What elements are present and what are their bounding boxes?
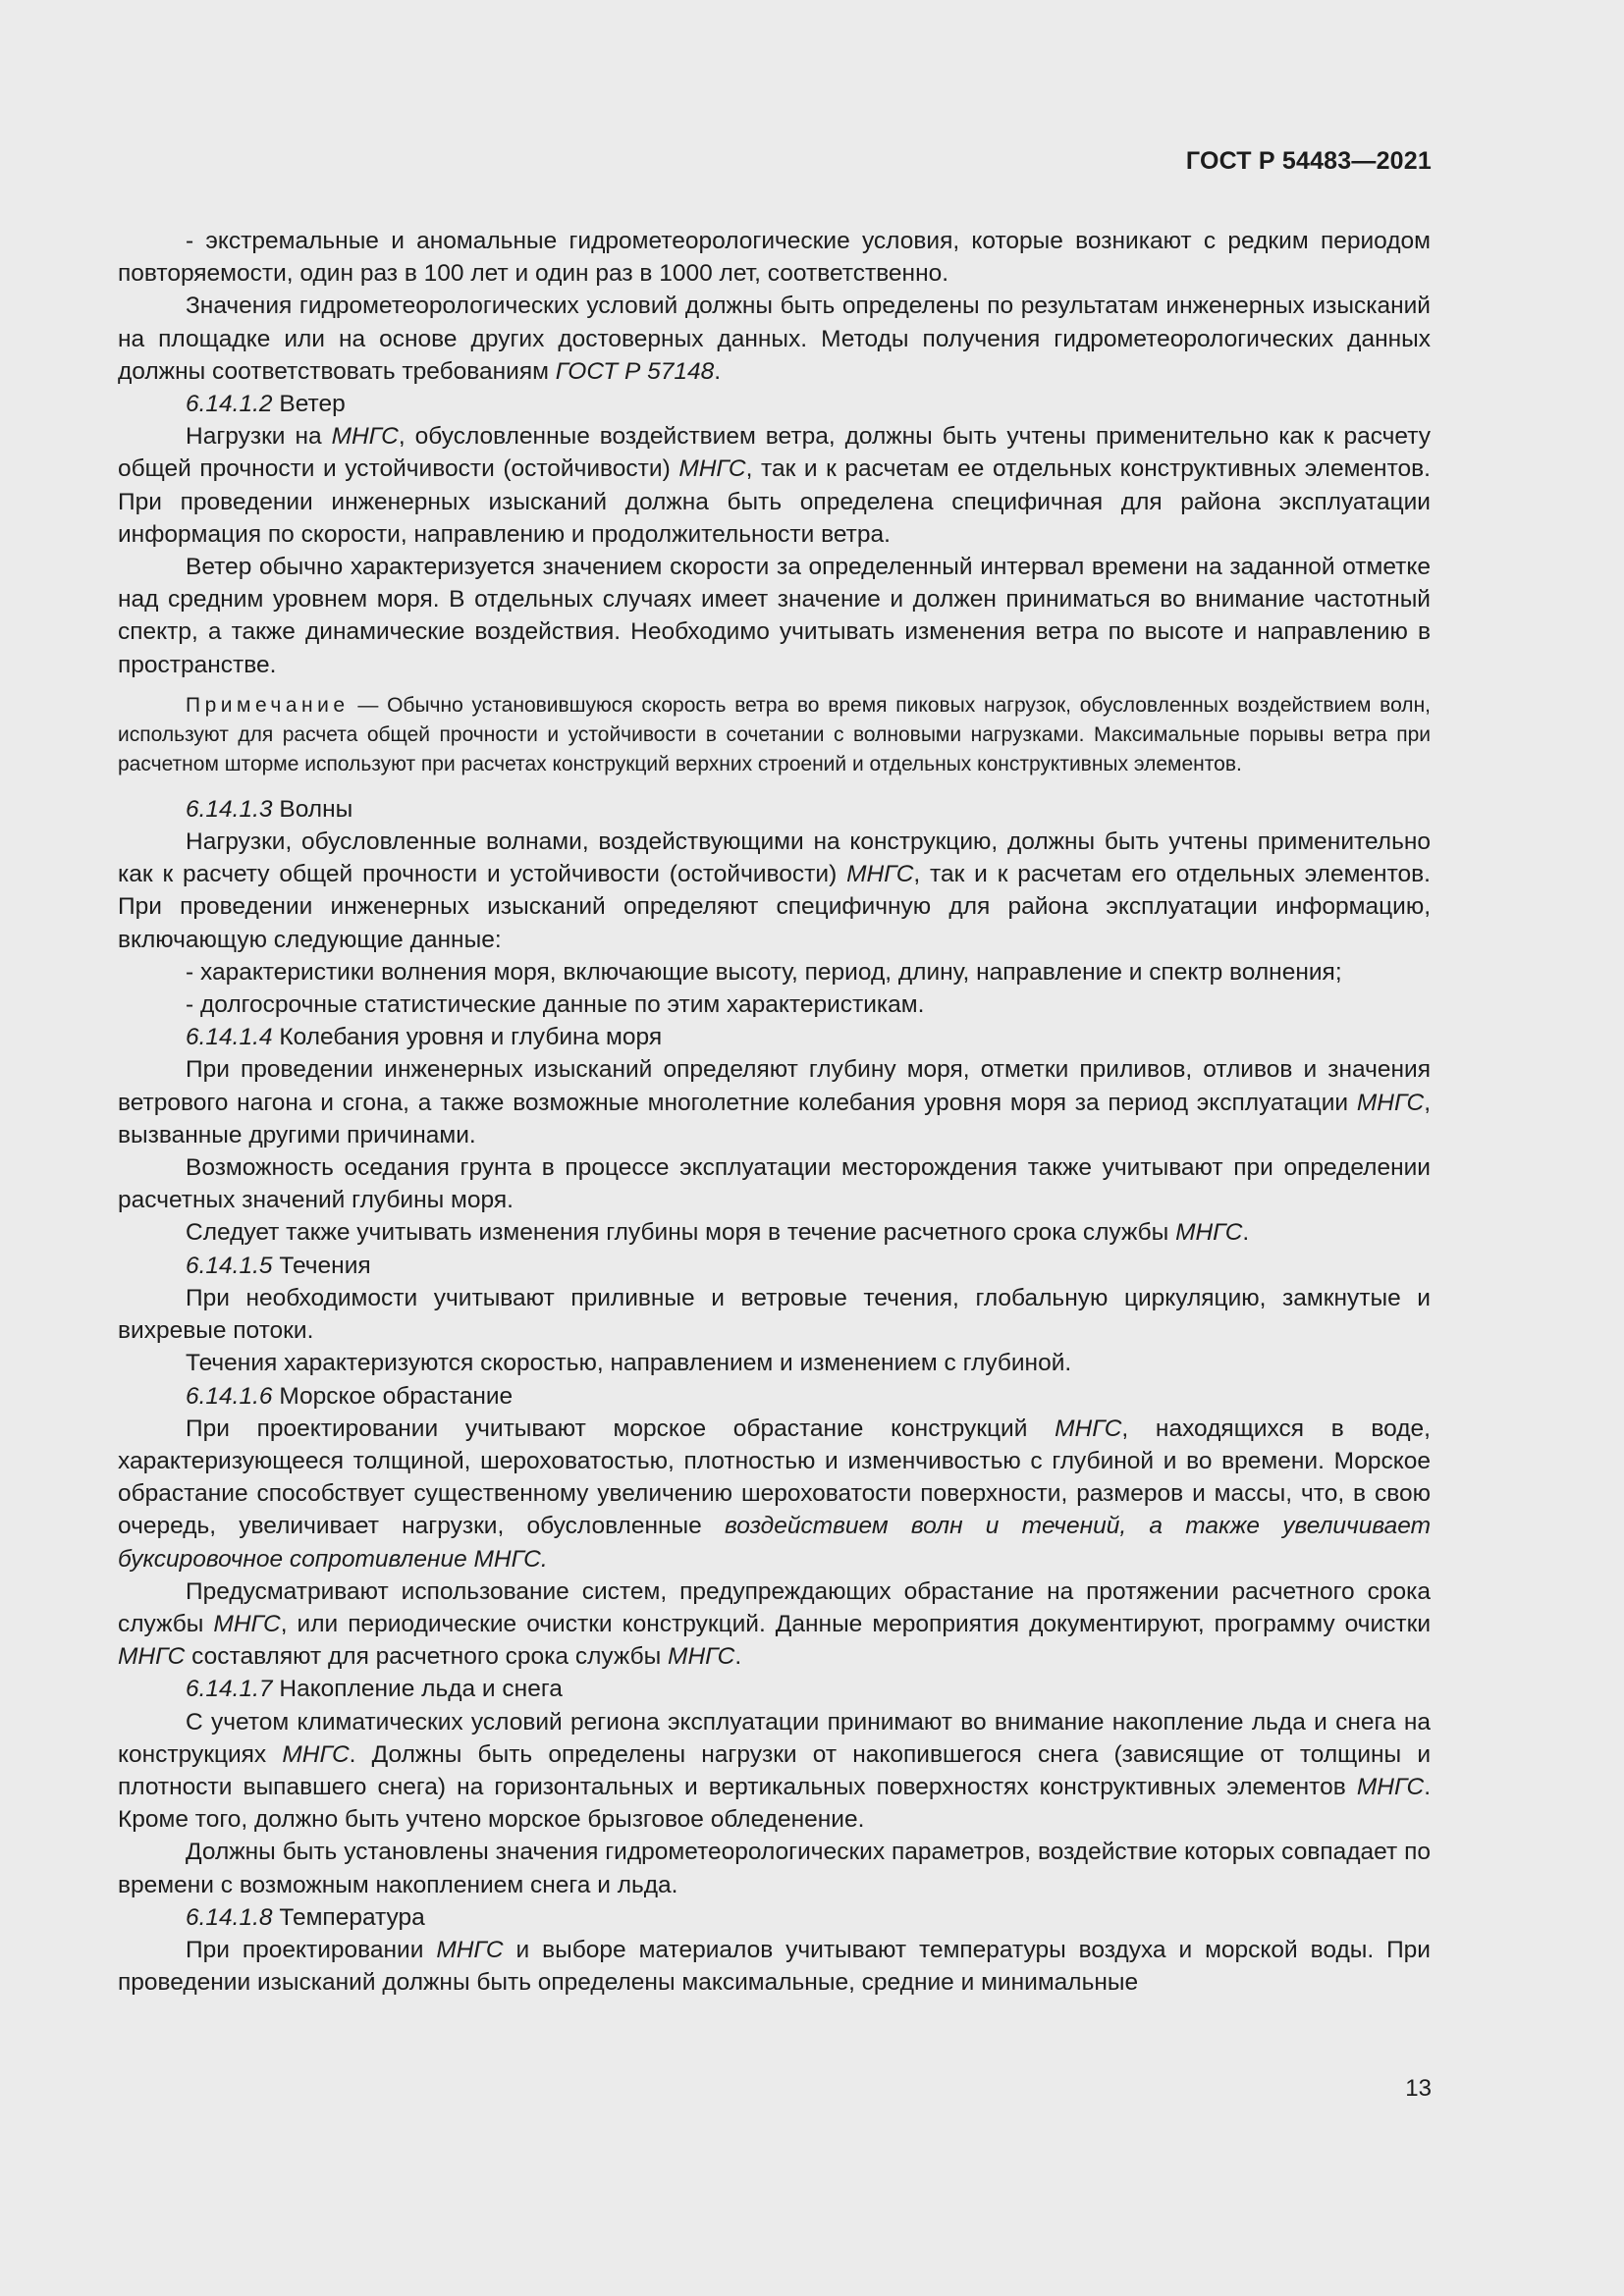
section-title: Накопление льда и снега — [272, 1676, 563, 1703]
term: МНГС — [118, 1643, 186, 1671]
text: Нагрузки на — [186, 423, 332, 451]
text: . — [734, 1643, 742, 1671]
text: , так и к расчетам его отдельных элементов. При проведении инженерных изысканий определяют специфичную для района эксплуатации информацию, включающую следующие данные: — [118, 861, 1431, 953]
paragraph — [118, 1934, 1431, 1999]
text: - экстремальные и аномальные гидрометеорологические условия, которые возникают с редким периодом повторяемости, один раз в 100 лет и один раз в 1000 лет, соответственно. — [118, 228, 1431, 288]
section-title: Ветер — [272, 391, 346, 418]
text: Возможность оседания грунта в процессе эксплуатации месторождения также учитывают при определении расчетных значений глубины моря. — [118, 1154, 1431, 1214]
section-heading — [118, 1380, 1431, 1413]
text: При проектировании — [186, 1936, 437, 1963]
paragraph — [118, 1575, 1431, 1674]
paragraph — [118, 1347, 1431, 1379]
list-item — [118, 988, 1431, 1021]
section-heading — [118, 1250, 1431, 1282]
section-title: Температура — [272, 1903, 425, 1931]
paragraph — [118, 1706, 1431, 1837]
section-heading — [118, 793, 1431, 826]
paragraph — [118, 1216, 1431, 1249]
standard-reference: ГОСТ Р 57148 — [555, 357, 715, 385]
section-heading — [118, 1901, 1431, 1934]
paragraph — [118, 551, 1431, 681]
italic-text: воздействием волн и течений, а также увеличивает буксировочное сопротивление МНГС. — [118, 1513, 1431, 1573]
section-heading — [118, 388, 1431, 420]
text: , находящихся в воде, характеризующееся толщиной, шероховатостью, плотностью и изменчивостью с глубиной и во времени. Морское обрастание способствует существенному увеличению шероховатости поверхности, размеров и массы, что, в свою очередь, увеличивает нагрузки, обусловленные — [118, 1415, 1431, 1540]
term: МНГС — [1175, 1219, 1243, 1247]
section-heading — [118, 1673, 1431, 1705]
text: Нагрузки, обусловленные волнами, воздействующими на конструкцию, должны быть учтены применительно как к расчету общей прочности и устойчивости (остойчивости) — [118, 828, 1431, 888]
term: МНГС — [668, 1643, 735, 1671]
section-number: 6.14.1.4 — [186, 1024, 273, 1051]
text: Значения гидрометеорологических условий должны быть определены по результатам инженерных изысканий на площадке или на основе других достоверных данных. Методы получения гидрометеорологических данных должны соответствовать требованиям — [118, 293, 1431, 385]
section-title: Волны — [272, 795, 353, 823]
section-heading — [118, 1021, 1431, 1053]
text: Предусматривают использование систем, предупреждающих обрастание на протяжении расчетного срока службы — [118, 1577, 1431, 1637]
text: , вызванные другими причинами. — [118, 1089, 1431, 1148]
text: , или периодические очистки конструкций. Данные мероприятия документируют, программу очистки — [280, 1610, 1432, 1637]
section-number: 6.14.1.6 — [186, 1382, 273, 1410]
text: . — [714, 357, 722, 385]
text: Ветер обычно характеризуется значением скорости за определенный интервал времени на заданной отметке над средним уровнем моря. В отдельных случаях имеет значение и должен приниматься во внимание частотный спектр, а также динамические воздействия. Необходимо учитывать изменения ветра по высоте и направлению в пространстве. — [118, 554, 1431, 678]
list-item — [118, 956, 1431, 988]
term: МНГС — [1356, 1773, 1425, 1800]
paragraph — [118, 826, 1431, 956]
paragraph — [118, 1836, 1431, 1900]
text: Следует также учитывать изменения глубины моря в течение расчетного срока службы — [186, 1219, 1176, 1247]
text: Течения характеризуются скоростью, направлением и изменением с глубиной. — [186, 1350, 1072, 1377]
text: и выборе материалов учитывают температуры воздуха и морской воды. При проведении изысканий должны быть определены максимальные, средние и минимальные — [118, 1936, 1431, 1997]
text: При необходимости учитывают приливные и ветровые течения, глобальную циркуляцию, замкнутые и вихревые потоки. — [118, 1284, 1431, 1345]
paragraph — [118, 420, 1431, 551]
note-label: Примечание — [186, 693, 350, 717]
term: МНГС — [213, 1610, 281, 1637]
term: МНГС — [282, 1740, 350, 1768]
text: . Кроме того, должно быть учтено морское брызговое обледенение. — [118, 1773, 1431, 1834]
text: С учетом климатических условий региона эксплуатации принимают во внимание накопление льда и снега на конструкциях — [118, 1708, 1431, 1768]
term: МНГС — [846, 861, 914, 888]
document-body — [118, 225, 1431, 1999]
paragraph — [118, 1053, 1431, 1151]
section-number: 6.14.1.5 — [186, 1252, 273, 1279]
text: . Должны быть определены нагрузки от накопившегося снега (зависящие от толщины и плотности выпавшего снега) на горизонтальных и вертикальных поверхностях конструктивных элементов — [118, 1740, 1432, 1800]
section-number: 6.14.1.8 — [186, 1903, 273, 1931]
term: МНГС — [1055, 1415, 1122, 1442]
paragraph — [118, 290, 1431, 388]
paragraph — [118, 1282, 1431, 1347]
section-title: Колебания уровня и глубина моря — [272, 1024, 663, 1051]
text: При проектировании учитывают морское обрастание конструкций — [186, 1415, 1056, 1442]
page-number: 13 — [1405, 2075, 1432, 2102]
section-number: 6.14.1.2 — [186, 391, 273, 418]
note — [118, 691, 1431, 779]
paragraph — [118, 225, 1431, 290]
paragraph — [118, 1413, 1431, 1575]
document-header: ГОСТ Р 54483—2021 — [1185, 147, 1432, 175]
note-text: — Обычно установившуюся скорость ветра во время пиковых нагрузок, обусловленных воздействием волн, используют для расчета общей прочности и устойчивости в сочетании с волновыми нагрузками. Максимальные порывы ветра при расчетном шторме используют при расчетах конструкций верхних строений и отдельных конструктивных элементов. — [118, 693, 1431, 775]
term: МНГС — [331, 423, 399, 451]
section-number: 6.14.1.3 — [186, 795, 273, 823]
section-number: 6.14.1.7 — [186, 1676, 273, 1703]
section-title: Течения — [272, 1252, 371, 1279]
text: - долгосрочные статистические данные по этим характеристикам. — [186, 991, 925, 1019]
term: МНГС — [678, 455, 746, 483]
text: , так и к расчетам ее отдельных конструктивных элементов. При проведении инженерных изысканий должна быть определена специфичная для района эксплуатации информация по скорости, направлению и продолжительности ветра. — [118, 455, 1431, 548]
term: МНГС — [436, 1936, 504, 1963]
text: При проведении инженерных изысканий определяют глубину моря, отметки приливов, отливов и значения ветрового нагона и сгона, а также возможные многолетние колебания уровня моря за период эксплуатации — [118, 1056, 1431, 1116]
section-title: Морское обрастание — [272, 1382, 514, 1410]
text: Должны быть установлены значения гидрометеорологических параметров, воздействие которых совпадает по времени с возможным накоплением снега и льда. — [118, 1839, 1431, 1898]
text: . — [1242, 1219, 1250, 1247]
text: , обусловленные воздействием ветра, должны быть учтены применительно как к расчету общей прочности и устойчивости (остойчивости) — [118, 423, 1431, 483]
text: - характеристики волнения моря, включающие высоту, период, длину, направление и спектр волнения; — [186, 958, 1342, 986]
text: составляют для расчетного срока службы — [185, 1643, 669, 1671]
term: МНГС — [1356, 1089, 1425, 1116]
paragraph — [118, 1151, 1431, 1216]
